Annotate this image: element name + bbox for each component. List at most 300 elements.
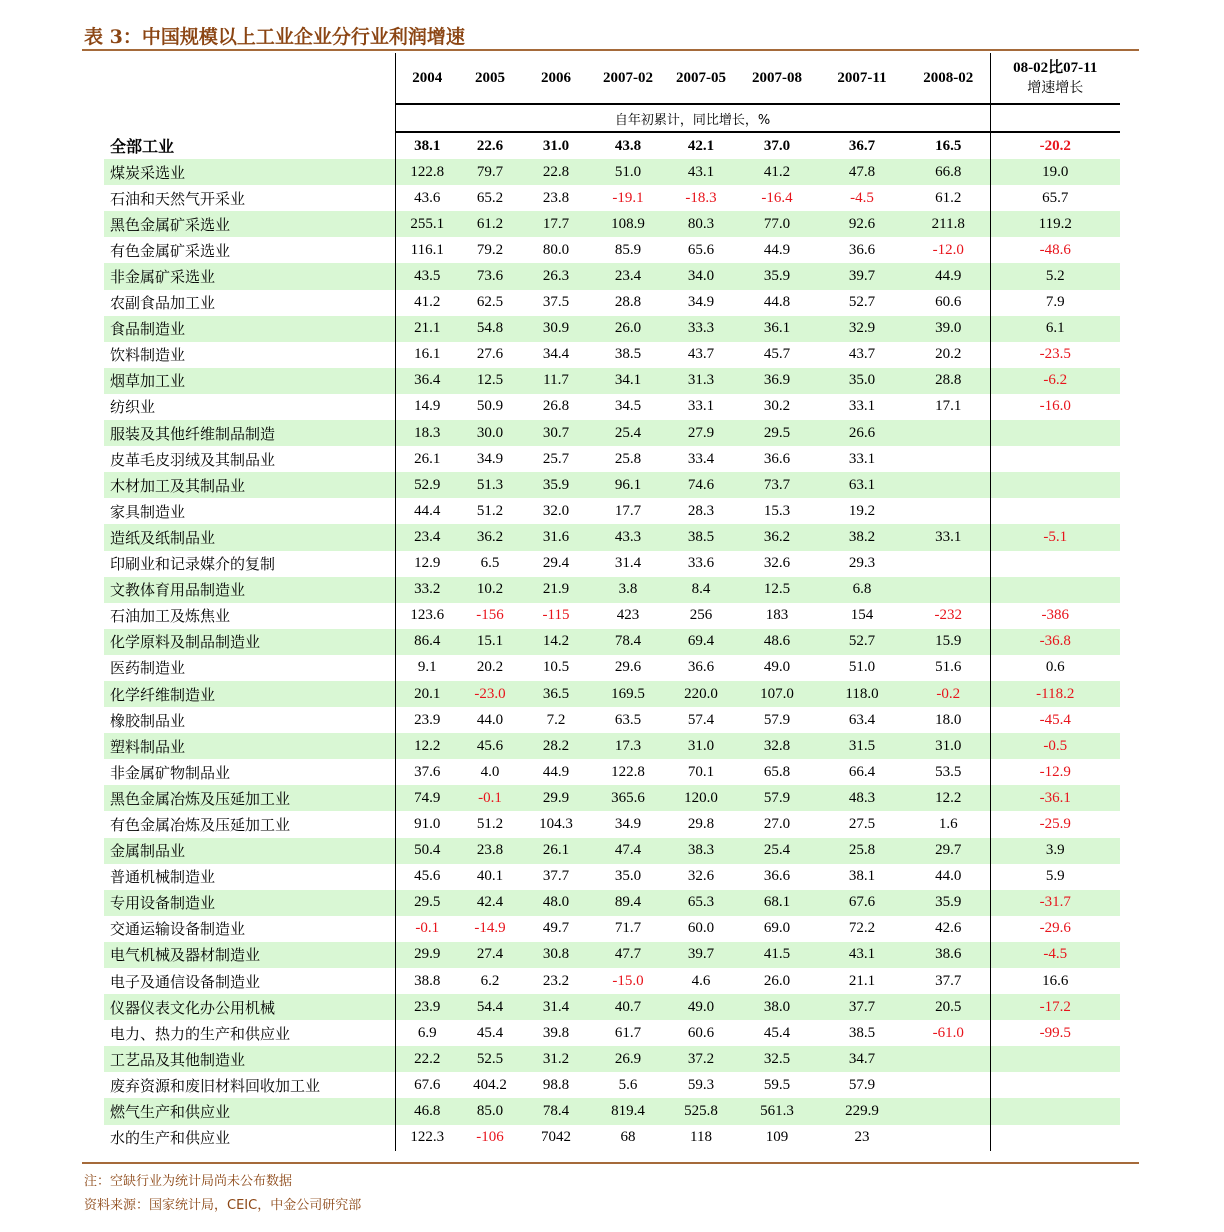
value-cell: 27.4 [459,942,521,968]
value-cell: 63.5 [614,711,642,728]
value-cell: 32.5 [737,1046,817,1072]
industry-name: 化学纤维制造业 [104,681,395,707]
value-cell: 23 [854,1129,870,1146]
value-cell: 73.6 [459,263,521,289]
value-cell: 32.9 [817,316,907,342]
diff-cell: -20.2 [1039,137,1071,154]
diff-cell: 6.1 [990,316,1120,342]
value-cell: 28.8 [614,294,642,311]
industry-name: 燃气生产和供应业 [104,1098,395,1124]
value-cell: 96.1 [591,472,665,498]
value-cell: 12.5 [459,368,521,394]
table-row [104,498,1120,524]
value-cell: 4.6 [691,972,711,989]
value-cell: 51.0 [591,159,665,185]
value-cell: 211.8 [907,211,990,237]
value-cell: 26.9 [591,1046,665,1072]
industry-name: 有色金属冶炼及压延加工业 [110,815,291,834]
value-cell: 28.8 [907,368,990,394]
table-row [104,551,1120,577]
value-cell: 61.7 [614,1024,642,1041]
value-cell: 120.0 [665,785,737,811]
industry-name: 食品制造业 [104,316,395,342]
value-cell: 8.4 [665,577,737,603]
table-row [104,681,1120,707]
value-cell: 43.6 [395,185,459,211]
value-cell: -19.1 [612,189,644,206]
value-cell: 29.6 [614,659,642,676]
value-cell: 30.7 [521,420,591,446]
diff-cell: -12.9 [1039,763,1071,780]
value-cell [907,446,990,472]
value-cell: 63.4 [848,711,876,728]
value-cell: 36.6 [687,659,715,676]
value-cell: 67.6 [395,1072,459,1098]
industry-name: 电力、热力的生产和供应业 [110,1024,291,1043]
value-cell: 91.0 [395,811,459,837]
table-row [104,968,1120,994]
value-cell: 47.4 [591,838,665,864]
value-cell: 45.6 [459,733,521,759]
value-cell: 229.9 [817,1098,907,1124]
unit-row [104,104,1120,132]
value-cell: 98.8 [542,1076,570,1093]
col-header: 2007-02 [591,53,665,104]
diff-cell: 19.0 [990,159,1120,185]
value-cell: 69.0 [763,920,791,937]
diff-cell: 7.9 [1045,294,1065,311]
diff-cell: 119.2 [990,211,1120,237]
value-cell: 33.2 [395,577,459,603]
value-cell: 48.3 [817,785,907,811]
table-row [104,1098,1120,1124]
value-cell: 52.7 [817,629,907,655]
table-row [104,524,1120,550]
industry-name: 木材加工及其制品业 [104,472,395,498]
value-cell: 36.2 [737,524,817,550]
value-cell [907,472,990,498]
value-cell: 9.1 [395,655,459,681]
diff-cell [990,446,1120,472]
value-cell: 525.8 [665,1098,737,1124]
value-cell: 59.3 [687,1076,715,1093]
value-cell: 6.2 [480,972,500,989]
industry-name: 交通运输设备制造业 [110,920,246,939]
industry-name: 橡胶制品业 [110,711,186,730]
industry-name: 皮革毛皮羽绒及其制品业 [110,450,276,469]
value-cell [907,577,990,603]
value-cell: 43.8 [614,137,642,154]
value-cell: 38.1 [395,132,459,159]
value-cell [907,420,990,446]
value-cell: 22.8 [521,159,591,185]
diff-cell [990,1072,1120,1098]
value-cell: 17.7 [614,502,642,519]
value-cell: -14.9 [474,920,506,937]
value-cell: 38.5 [665,524,737,550]
diff-cell [990,1098,1120,1124]
industry-name: 文教体育用品制造业 [104,577,395,603]
value-cell: 42.1 [687,137,715,154]
value-cell: 25.7 [542,450,570,467]
value-cell: 31.5 [817,733,907,759]
value-cell: 37.6 [395,759,459,785]
value-cell: 31.2 [521,1046,591,1072]
value-cell: 79.7 [459,159,521,185]
table-row [104,603,1120,629]
value-cell: 43.7 [848,346,876,363]
diff-cell: -31.7 [990,890,1120,916]
table-row [104,185,1120,211]
industry-name: 废弃资源和废旧材料回收加工业 [110,1076,321,1095]
value-cell: 28.2 [521,733,591,759]
value-cell: 36.6 [763,868,791,885]
value-cell: 20.2 [476,659,504,676]
value-cell: 44.9 [907,263,990,289]
value-cell: 60.0 [687,920,715,937]
value-cell: 51.2 [476,815,504,832]
value-cell: 79.2 [476,241,504,258]
value-cell: 35.9 [737,263,817,289]
value-cell: 29.9 [395,942,459,968]
value-cell: 80.3 [665,211,737,237]
value-cell: -16.4 [761,189,793,206]
diff-cell [990,551,1120,577]
value-cell: 42.4 [459,890,521,916]
value-cell: 10.2 [459,577,521,603]
value-cell: 20.5 [907,994,990,1020]
value-cell: 365.6 [591,785,665,811]
value-cell: 31.6 [521,524,591,550]
value-cell: 34.9 [614,815,642,832]
value-cell: 6.5 [480,555,500,572]
value-cell: 45.4 [763,1024,791,1041]
value-cell: 74.6 [665,472,737,498]
value-cell: 423 [616,607,640,624]
value-cell: 43.5 [395,263,459,289]
industry-name: 普通机械制造业 [110,868,216,887]
value-cell: -23.0 [459,681,521,707]
value-cell: 16.5 [907,132,990,159]
value-cell: 39.8 [542,1024,570,1041]
value-cell: 25.4 [737,838,817,864]
value-cell: 71.7 [614,920,642,937]
industry-name: 饮料制造业 [110,346,186,365]
table-row [104,811,1120,837]
diff-cell [990,1125,1120,1151]
value-cell: 65.3 [665,890,737,916]
value-cell: 29.4 [542,555,570,572]
value-cell: 21.9 [521,577,591,603]
industry-name: 造纸及纸制品业 [104,524,395,550]
table-row [104,342,1120,368]
table-row [104,655,1120,681]
table-row [104,994,1120,1020]
industry-name: 烟草加工业 [104,368,395,394]
value-cell: 27.9 [665,420,737,446]
value-cell: 31.0 [665,733,737,759]
table-body [104,132,1120,1151]
industry-name: 塑料制品业 [104,733,395,759]
value-cell: 27.5 [848,815,876,832]
value-cell: 68.1 [737,890,817,916]
value-cell: 27.0 [763,815,791,832]
value-cell: 26.0 [763,972,791,989]
industry-name: 金属制品业 [104,838,395,864]
diff-cell: -48.6 [1039,241,1071,258]
footnotes [84,1170,361,1218]
value-cell: 31.4 [521,994,591,1020]
table-row [104,446,1120,472]
table-row [104,263,1120,289]
diff-cell: -4.5 [990,942,1120,968]
value-cell: 80.0 [542,241,570,258]
value-cell: 29.5 [737,420,817,446]
value-cell: 60.6 [687,1024,715,1041]
value-cell: -232 [907,603,990,629]
diff-cell: 3.9 [990,838,1120,864]
value-cell: 34.0 [665,263,737,289]
header-row [104,53,1120,104]
value-cell: 20.2 [907,342,990,368]
diff-cell: -16.0 [1039,398,1071,415]
value-cell: 108.9 [591,211,665,237]
industry-name: 有色金属矿采选业 [110,241,231,260]
table-row [104,420,1120,446]
value-cell: 38.5 [614,346,642,363]
industry-name: 黑色金属冶炼及压延加工业 [104,785,395,811]
value-cell: 122.3 [395,1125,459,1151]
value-cell: 51.6 [907,655,990,681]
value-cell: 122.8 [395,159,459,185]
value-cell: 34.7 [817,1046,907,1072]
col-header: 2007-11 [817,53,907,104]
value-cell: 33.1 [848,398,876,415]
value-cell: 61.2 [459,211,521,237]
table-row [104,629,1120,655]
value-cell: 50.9 [476,398,504,415]
table-row [104,942,1120,968]
value-cell: 17.7 [521,211,591,237]
value-cell: 5.6 [618,1076,638,1093]
table-row [104,1125,1120,1151]
diff-cell: -6.2 [990,368,1120,394]
value-cell: 26.3 [521,263,591,289]
value-cell: 48.0 [521,890,591,916]
table-row [104,1020,1120,1046]
value-cell: 36.7 [848,137,876,154]
value-cell: 38.5 [848,1024,876,1041]
value-cell: 25.4 [591,420,665,446]
value-cell: 35.0 [817,368,907,394]
value-cell: 23.8 [459,838,521,864]
value-cell: 118 [690,1129,712,1146]
value-cell [907,1125,990,1151]
value-cell: 51.0 [848,659,876,676]
diff-cell: -36.1 [990,785,1120,811]
value-cell: 28.3 [687,502,715,519]
value-cell: 25.8 [817,838,907,864]
table-row [104,472,1120,498]
col-header: 2008-02 [907,53,990,104]
industry-name: 服装及其他纤维制品制造 [104,420,395,446]
value-cell: 78.4 [591,629,665,655]
col-header-diff [990,53,1120,104]
value-cell: 49.7 [542,920,570,937]
diff-cell: -25.9 [1039,815,1071,832]
value-cell: 31.0 [907,733,990,759]
value-cell: 86.4 [395,629,459,655]
value-cell: 35.9 [907,890,990,916]
value-cell: 33.1 [848,450,876,467]
value-cell: 30.0 [459,420,521,446]
value-cell: 52.5 [459,1046,521,1072]
value-cell: 36.5 [521,681,591,707]
value-cell: 32.0 [542,502,570,519]
value-cell: 40.1 [476,868,504,885]
industry-name: 印刷业和记录媒介的复制 [110,555,276,574]
table-row [104,864,1120,890]
value-cell: 65.6 [687,241,715,258]
industry-name: 非金属矿物制品业 [110,763,231,782]
table-row [104,838,1120,864]
col-header: 2005 [459,53,521,104]
value-cell: 40.7 [591,994,665,1020]
value-cell: 23.9 [395,707,459,733]
value-cell: 66.4 [848,763,876,780]
value-cell: 16.1 [395,342,459,368]
value-cell: 57.4 [687,711,715,728]
value-cell: 44.9 [542,763,570,780]
value-cell: 36.1 [737,316,817,342]
value-cell: 23.4 [591,263,665,289]
value-cell [907,1072,990,1098]
unit-label: 自年初累计，同比增长，% [395,104,990,132]
value-cell: 12.5 [737,577,817,603]
diff-cell [990,472,1120,498]
value-cell: 57.9 [848,1076,876,1093]
industry-name: 化学原料及制品制造业 [104,629,395,655]
value-cell: 37.7 [907,968,990,994]
value-cell: 65.2 [476,189,504,206]
diff-cell: 5.9 [1045,868,1065,885]
industry-name: 非金属矿采选业 [104,263,395,289]
value-cell: 43.1 [665,159,737,185]
value-cell: 33.4 [687,450,715,467]
industry-name: 黑色金属矿采选业 [104,211,395,237]
header-blank [104,53,395,104]
value-cell: 169.5 [591,681,665,707]
value-cell: 41.5 [737,942,817,968]
diff-cell [990,420,1120,446]
value-cell: 29.3 [848,555,876,572]
table-row [104,890,1120,916]
value-cell: -18.3 [685,189,717,206]
value-cell: 37.7 [542,868,570,885]
value-cell: 107.0 [737,681,817,707]
value-cell: 12.2 [395,733,459,759]
value-cell: 37.5 [542,294,570,311]
value-cell: 44.0 [907,864,990,890]
value-cell: 26.6 [817,420,907,446]
table-row [104,368,1120,394]
industry-name: 电子及通信设备制造业 [110,972,261,991]
value-cell: 27.6 [476,346,504,363]
value-cell: 39.7 [817,263,907,289]
value-cell: 123.6 [395,603,459,629]
value-cell: 4.0 [480,763,500,780]
value-cell: 31.4 [614,555,642,572]
industry-name: 农副食品加工业 [110,294,216,313]
value-cell: 19.2 [848,502,876,519]
bottom-rule [82,1162,1139,1164]
table-row [104,733,1120,759]
value-cell: 72.2 [848,920,876,937]
value-cell: 57.9 [737,785,817,811]
value-cell: 7042 [541,1129,571,1146]
industry-name: 煤炭采选业 [104,159,395,185]
table-row [104,316,1120,342]
table-row [104,237,1120,263]
value-cell: 48.6 [737,629,817,655]
table-row [104,916,1120,942]
value-cell: 33.6 [687,555,715,572]
value-cell: 29.9 [521,785,591,811]
diff-cell: -45.4 [1039,711,1071,728]
value-cell: 44.9 [763,241,791,258]
value-cell: 36.2 [459,524,521,550]
value-cell: 29.5 [395,890,459,916]
diff-cell: 65.7 [1042,189,1069,206]
value-cell: 29.7 [907,838,990,864]
value-cell: 32.8 [737,733,817,759]
value-cell: 45.4 [476,1024,504,1041]
value-cell: 26.0 [591,316,665,342]
value-cell: 54.8 [459,316,521,342]
value-cell: 15.9 [907,629,990,655]
industry-name: 水的生产和供应业 [110,1129,231,1148]
diff-cell: -29.6 [1039,920,1071,937]
value-cell: 109 [765,1129,789,1146]
value-cell: 23.2 [542,972,570,989]
table-row [104,159,1120,185]
diff-cell: -5.1 [990,524,1120,550]
table-row [104,759,1120,785]
diff-cell [990,577,1120,603]
value-cell: 26.1 [395,446,459,472]
value-cell: 34.1 [591,368,665,394]
value-cell [907,498,990,524]
value-cell: 20.1 [395,681,459,707]
value-cell: 561.3 [737,1098,817,1124]
table-row [104,785,1120,811]
value-cell: 17.1 [907,394,990,420]
industry-name: 专用设备制造业 [104,890,395,916]
value-cell: 38.8 [395,968,459,994]
value-cell: 47.8 [817,159,907,185]
value-cell: 47.7 [591,942,665,968]
industry-name: 工艺品及其他制造业 [104,1046,395,1072]
value-cell: 819.4 [591,1098,665,1124]
value-cell: 49.0 [665,994,737,1020]
diff-cell [990,1046,1120,1072]
value-cell: 51.3 [459,472,521,498]
value-cell: 31.0 [542,137,570,154]
value-cell: 38.6 [907,942,990,968]
col-header: 2007-05 [665,53,737,104]
value-cell: 38.2 [817,524,907,550]
value-cell: 116.1 [395,237,459,263]
